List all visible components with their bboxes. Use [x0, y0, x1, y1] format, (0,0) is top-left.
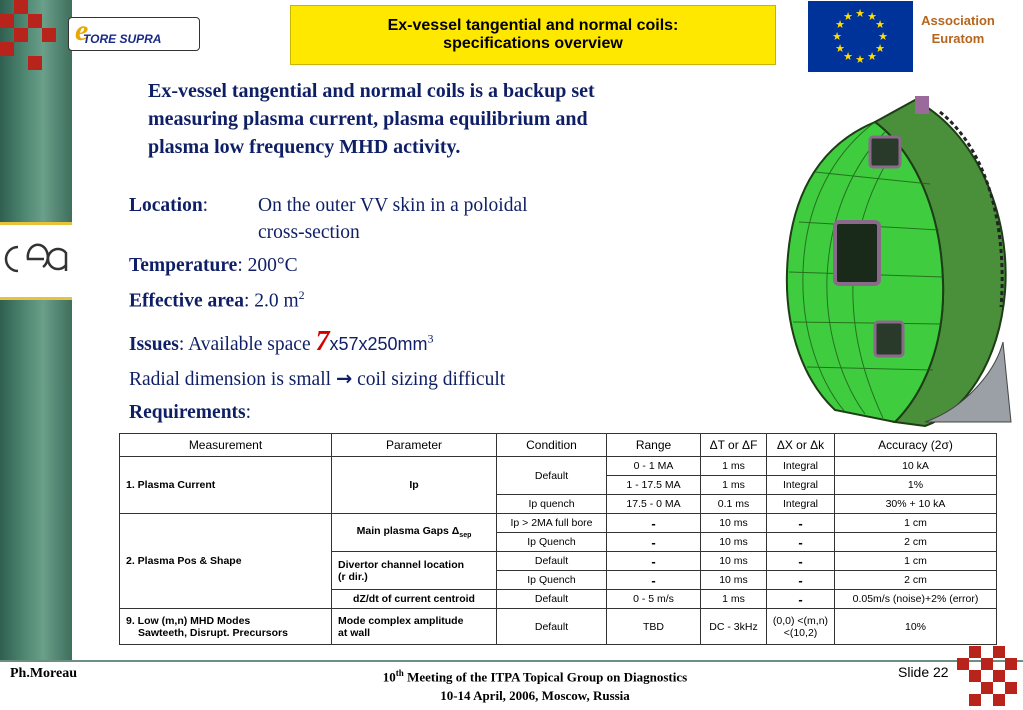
- location-row: Location:: [129, 195, 209, 216]
- table-cell-dx: -: [767, 571, 835, 590]
- radial-tail: coil sizing difficult: [352, 369, 506, 390]
- meeting-line2: 10-14 April, 2006, Moscow, Russia: [440, 688, 630, 704]
- table-cell-dx: [767, 609, 835, 645]
- table-cell-dx: Integral: [767, 457, 835, 476]
- table-cell-condition: Ip Quench: [497, 533, 607, 552]
- parameter-sub: sep: [459, 532, 472, 540]
- table-cell-range: -: [607, 514, 701, 533]
- table-header-cell: Measurement: [120, 434, 332, 457]
- dx-line2: <(10,2): [783, 626, 818, 639]
- footer-meeting: [290, 664, 780, 705]
- parameter-text: Main plasma Gaps Δ: [356, 525, 460, 538]
- table-cell-dx: -: [767, 533, 835, 552]
- temperature-value: : 200°C: [237, 255, 298, 276]
- intro-paragraph: [148, 77, 808, 161]
- table-cell-condition: Ip > 2MA full bore: [497, 514, 607, 533]
- meeting-line1: [290, 664, 780, 686]
- table-cell-parameter: [332, 514, 497, 552]
- table-cell-accuracy: 1 cm: [835, 514, 997, 533]
- location-value: [258, 192, 528, 246]
- issues-big-number: 7: [315, 326, 330, 357]
- table-cell-range: 17.5 - 0 MA: [607, 495, 701, 514]
- svg-text:★: ★: [855, 7, 865, 20]
- location-value-line2: cross-section: [258, 222, 360, 243]
- eu-stars-icon: [808, 1, 913, 72]
- table-header-row: [120, 434, 997, 457]
- svg-text:★: ★: [867, 50, 877, 63]
- parameter-line2: (r dir.): [338, 570, 368, 583]
- table-header-cell: Condition: [497, 434, 607, 457]
- svg-text:★: ★: [835, 42, 845, 55]
- svg-text:★: ★: [867, 10, 877, 23]
- meeting-title: Meeting of the ITPA Topical Group on Diagnostics: [403, 669, 688, 685]
- area-sup: 2: [298, 288, 305, 302]
- radial-text: Radial dimension is small: [129, 369, 336, 390]
- table-cell-accuracy: 0.05m/s (noise)+2% (error): [835, 590, 997, 609]
- table-row: [120, 457, 997, 476]
- issues-label: Issues: [129, 334, 179, 355]
- table-cell-dt: 10 ms: [701, 533, 767, 552]
- table-cell-dt: 1 ms: [701, 457, 767, 476]
- checker-pattern-top: [0, 0, 72, 72]
- table-cell-condition: Default: [497, 609, 607, 645]
- table-cell-accuracy: 10%: [835, 609, 997, 645]
- table-cell-dt: DC - 3kHz: [701, 609, 767, 645]
- table-header-cell: ΔX or Δk: [767, 434, 835, 457]
- intro-line3: plasma low frequency MHD activity.: [148, 136, 461, 158]
- measurement-line2: Sawteeth, Disrupt. Precursors: [138, 626, 288, 639]
- table-cell-parameter: [332, 552, 497, 590]
- table-cell-range: -: [607, 533, 701, 552]
- arrow-right-icon: →: [335, 367, 353, 390]
- area-label: Effective area: [129, 290, 244, 312]
- table-cell-accuracy: 1%: [835, 476, 997, 495]
- table-cell-dt: 1 ms: [701, 590, 767, 609]
- table-cell-dx: -: [767, 552, 835, 571]
- table-row: [120, 609, 997, 645]
- area-value: : 2.0 m: [243, 290, 299, 312]
- table-cell-dx: Integral: [767, 476, 835, 495]
- association-line1: Association: [921, 13, 995, 28]
- area-row: [129, 288, 305, 313]
- table-cell-accuracy: 30% + 10 kA: [835, 495, 997, 514]
- svg-text:★: ★: [843, 10, 853, 23]
- slide-number: Slide 22: [898, 664, 949, 680]
- location-label: Location: [129, 195, 203, 216]
- checker-pattern-bottom: [955, 646, 1023, 708]
- table-cell-condition: Ip quench: [497, 495, 607, 514]
- issues-row: [129, 326, 434, 358]
- issues-value: : Available space: [178, 334, 316, 355]
- table-cell-condition: Ip Quench: [497, 571, 607, 590]
- table-header-cell: Accuracy (2σ): [835, 434, 997, 457]
- svg-text:★: ★: [878, 30, 888, 43]
- slide-title-line1: Ex-vessel tangential and normal coils:: [387, 17, 679, 34]
- radial-row: [129, 367, 505, 391]
- left-decorative-strip: [0, 0, 72, 660]
- slide-title: [290, 5, 776, 65]
- table-cell-range: 0 - 1 MA: [607, 457, 701, 476]
- table-cell-dt: 10 ms: [701, 514, 767, 533]
- table-cell-condition: Default: [497, 590, 607, 609]
- table-header-cell: Parameter: [332, 434, 497, 457]
- table-cell-dt: 1 ms: [701, 476, 767, 495]
- table-header-cell: Range: [607, 434, 701, 457]
- requirements-row: [129, 402, 251, 424]
- svg-text:★: ★: [855, 53, 865, 66]
- footer-author: Ph.Moreau: [10, 666, 78, 681]
- table-cell-range: 1 - 17.5 MA: [607, 476, 701, 495]
- table-cell-parameter: [332, 609, 497, 645]
- requirements-colon: :: [245, 402, 252, 423]
- table-cell-measurement: 2. Plasma Pos & Shape: [120, 514, 332, 609]
- table-cell-accuracy: 2 cm: [835, 533, 997, 552]
- meeting-sup: th: [395, 668, 404, 678]
- meeting-num: 10: [382, 669, 396, 685]
- intro-line1: Ex-vessel tangential and normal coils is a backup set: [148, 80, 595, 102]
- table-cell-range: TBD: [607, 609, 701, 645]
- table-cell-accuracy: 10 kA: [835, 457, 997, 476]
- table-cell-dt: 10 ms: [701, 552, 767, 571]
- table-cell-parameter: dZ/dt of current centroid: [332, 590, 497, 609]
- vessel-coils-illustration: [775, 92, 1015, 430]
- temperature-label: Temperature: [129, 255, 238, 276]
- association-euratom: [918, 12, 998, 48]
- dx-line1: (0,0) <(m,n): [772, 614, 829, 627]
- table-cell-parameter: Ip: [332, 457, 497, 514]
- slide-title-line2: specifications overview: [443, 35, 623, 52]
- table-cell-measurement: [120, 609, 332, 645]
- table-cell-range: -: [607, 552, 701, 571]
- parameter-line1: Mode complex amplitude: [338, 614, 464, 627]
- cea-logo-band: [0, 222, 72, 300]
- tore-supra-logo: [68, 14, 200, 51]
- temperature-row: [129, 255, 298, 277]
- measurement-line1: 9. Low (m,n) MHD Modes: [126, 614, 251, 627]
- svg-text:★: ★: [835, 18, 845, 31]
- table-cell-range: 0 - 5 m/s: [607, 590, 701, 609]
- tore-supra-logo-text: TORE SUPRA: [83, 32, 162, 46]
- table-cell-measurement: 1. Plasma Current: [120, 457, 332, 514]
- table-cell-dx: Integral: [767, 495, 835, 514]
- parameter-line1: Divertor channel location: [338, 558, 465, 571]
- table-cell-range: -: [607, 571, 701, 590]
- requirements-label: Requirements: [129, 402, 246, 423]
- table-row: [120, 514, 997, 533]
- table-cell-condition: Default: [497, 457, 607, 495]
- svg-text:★: ★: [875, 18, 885, 31]
- table-cell-accuracy: 1 cm: [835, 552, 997, 571]
- tore-supra-logo-letter: e: [75, 14, 89, 47]
- association-line2: Euratom: [931, 31, 985, 46]
- table-cell-condition: Default: [497, 552, 607, 571]
- table-cell-dx: -: [767, 514, 835, 533]
- issues-dims: x57x250mm: [329, 334, 428, 354]
- requirements-table: [119, 433, 997, 645]
- intro-line2: measuring plasma current, plasma equilibrium and: [148, 108, 588, 130]
- table-cell-dt: 0.1 ms: [701, 495, 767, 514]
- table-cell-accuracy: 2 cm: [835, 571, 997, 590]
- parameter-line2: at wall: [338, 626, 371, 639]
- table-cell-dt: 10 ms: [701, 571, 767, 590]
- svg-text:★: ★: [875, 42, 885, 55]
- location-value-line1: On the outer VV skin in a poloidal: [258, 195, 528, 216]
- svg-text:★: ★: [843, 50, 853, 63]
- table-header-cell: ΔT or ΔF: [701, 434, 767, 457]
- cea-logo: [0, 225, 72, 297]
- issues-sup: 3: [427, 331, 434, 346]
- table-cell-dx: -: [767, 590, 835, 609]
- svg-text:★: ★: [832, 30, 842, 43]
- eu-flag: [808, 1, 913, 72]
